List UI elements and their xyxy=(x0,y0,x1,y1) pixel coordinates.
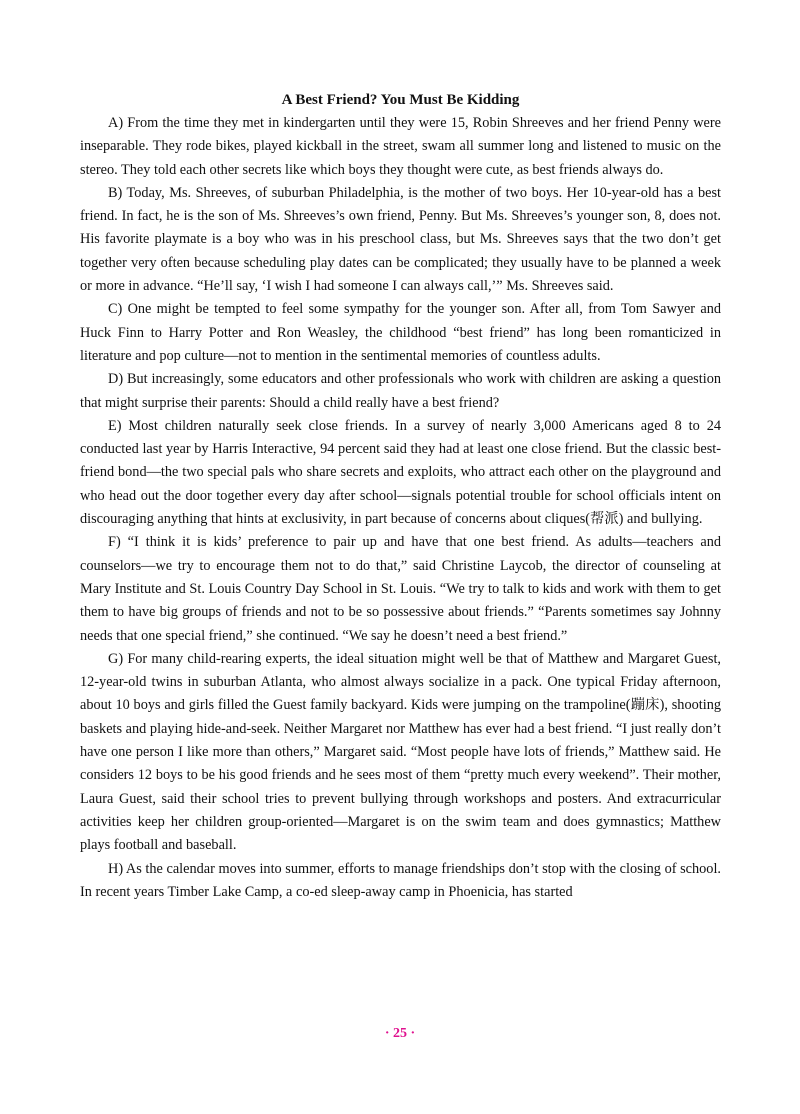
paragraph-c: C) One might be tempted to feel some sympathy for the younger son. After all, from Tom Sawyer and Huck Finn to Harry Potter and Ron Weasley, the childhood “best friend” has long been romanticized in literature and pop culture—not to mention in the sentimental memories of countless adults. xyxy=(80,301,721,364)
paragraph-a: A) From the time they met in kindergarten until they were 15, Robin Shreeves and her friend Penny were inseparable. They rode bikes, played kickball in the street, swam all summer long and listened to music on the stereo. They told each other secrets like which boys they thought were cute, as best friends always do. xyxy=(80,115,721,178)
article xyxy=(80,88,721,904)
paragraph-f: F) “I think it is kids’ preference to pair up and have that one best friend. As adults—teachers and counselors—we try to encourage them not to do that,” said Christine Laycob, the director of counseling at Mary Institute and St. Louis Country Day School in St. Louis. “We try to talk to kids and work with them to get them to have big groups of friends and not to be so possessive about friends.” “Parents sometimes say Johnny needs that one special friend,” she continued. “We say he doesn’t need a best friend.” xyxy=(80,534,721,644)
paragraph-e: E) Most children naturally seek close friends. In a survey of nearly 3,000 Americans aged 8 to 24 conducted last year by Harris Interactive, 94 percent said they had at least one close friend. But the classic best-friend bond—the two special pals who share secrets and exploits, who attract each other on the playground and who head out the door together every day after school—signals potential trouble for school officials intent on discouraging anything that hints at exclusivity, in part because of concerns about cliques(帮派) and bullying. xyxy=(80,417,721,528)
paragraph-g: G) For many child-rearing experts, the ideal situation might well be that of Matthew and Margaret Guest, 12-year-old twins in suburban Atlanta, who almost always socialize in a pack. One typical Friday afternoon, about 10 boys and girls filled the Guest family backyard. Kids were jumping on the trampoline(蹦床), shooting baskets and playing hide-and-seek. Neither Margaret nor Matthew has ever had a best friend. “I just really don’t have one person I like more than others,” Margaret said. “Most people have lots of friends,” Matthew said. He considers 12 boys to be his good friends and he sees most of them “pretty much every weekend”. Their mother, Laura Guest, said their school tries to prevent bullying through workshops and posters. And extracurricular activities keep her children group-oriented—Margaret is on the swim team and does gymnastics; Matthew plays football and baseball. xyxy=(80,650,721,854)
paragraph-b: B) Today, Ms. Shreeves, of suburban Philadelphia, is the mother of two boys. Her 10-year-old has a best friend. In fact, he is the son of Ms. Shreeves’s own friend, Penny. But Ms. Shreeves’s younger son, 8, does not. His favorite playmate is a boy who was in his preschool class, but Ms. Shreeves says that the two don’t get together very often because scheduling play dates can be complicated; they usually have to be planned a week or more in advance. “He’ll say, ‘I wish I had someone I can always call,’” Ms. Shreeves said. xyxy=(80,184,721,295)
article-title: A Best Friend? You Must Be Kidding xyxy=(281,92,520,108)
page-number: · 25 · xyxy=(384,1026,416,1041)
paragraph-d: D) But increasingly, some educators and other professionals who work with children are asking a question that might surprise their parents: Should a child really have a best friend? xyxy=(80,371,721,411)
paragraph-h: H) As the calendar moves into summer, efforts to manage friendships don’t stop with the closing of school. In recent years Timber Lake Camp, a co-ed sleep-away camp in Phoenicia, has started xyxy=(80,860,721,900)
